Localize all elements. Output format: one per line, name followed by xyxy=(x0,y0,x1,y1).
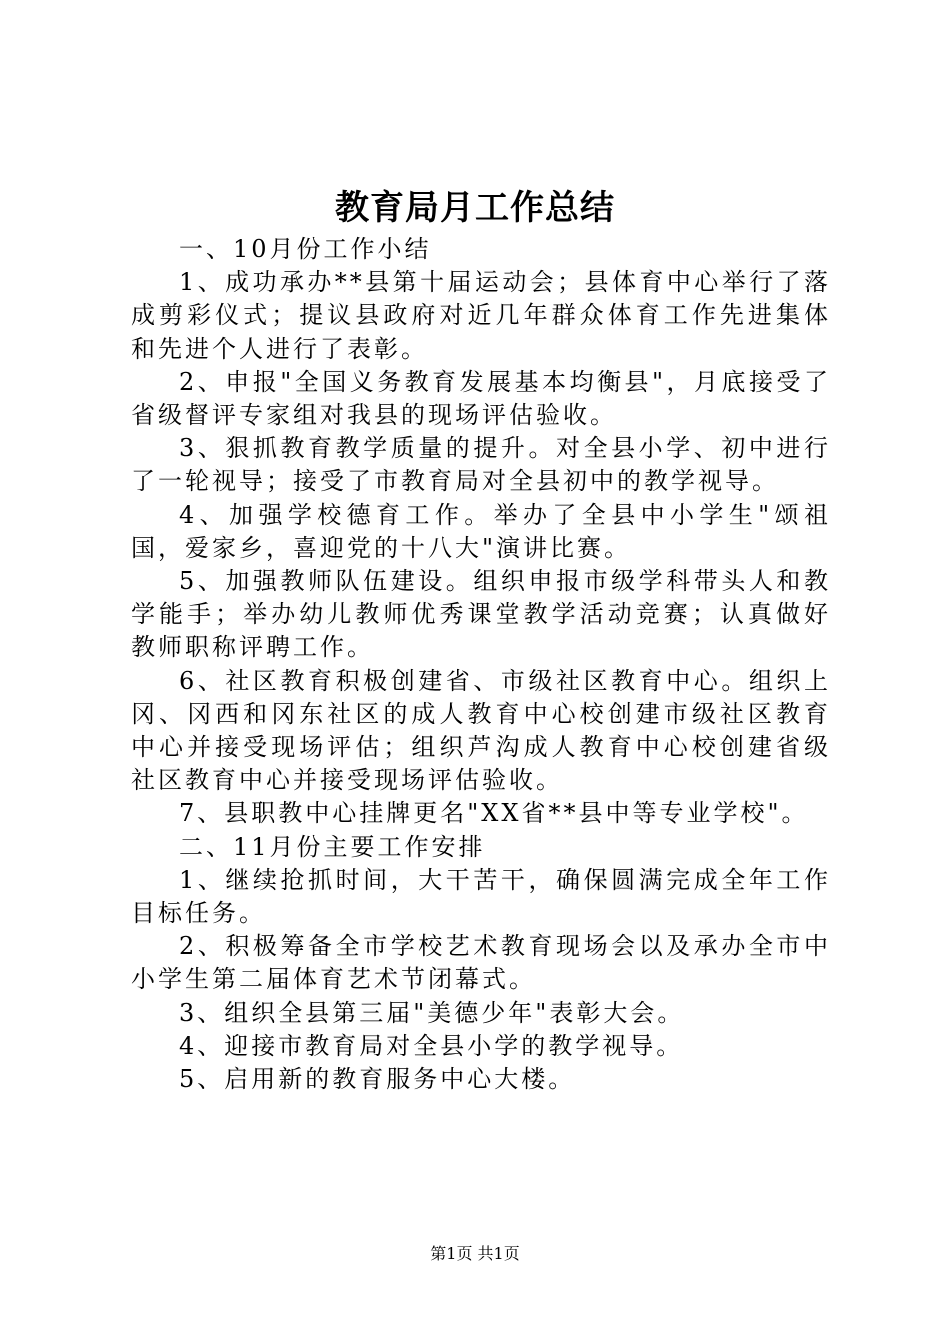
document-title: 教育局月工作总结 xyxy=(335,188,615,228)
section-heading-october: 一、10月份工作小结 xyxy=(179,235,432,263)
paragraph-item: 4、迎接市教育局对全县小学的教学视导。 xyxy=(179,1031,684,1060)
paragraph-item: 7、县职教中心挂牌更名"XX省**县中等专业学校"。 xyxy=(179,799,809,828)
paragraph-item: 3、狠抓教育教学质量的提升。对全县小学、初中进行了一轮视导；接受了市教育局对全县初中的教学视导。 xyxy=(131,434,831,496)
paragraph-item: 1、成功承办**县第十届运动会；县体育中心举行了落成剪彩仪式；提议县政府对近几年群众体育工作先进集体和先进个人进行了表彰。 xyxy=(131,268,831,363)
paragraph-item: 2、积极筹备全市学校艺术教育现场会以及承办全市中小学生第二届体育艺术节闭幕式。 xyxy=(131,932,831,994)
paragraph-item: 3、组织全县第三届"美德少年"表彰大会。 xyxy=(179,998,685,1027)
paragraph-item: 6、社区教育积极创建省、市级社区教育中心。组织上冈、冈西和冈东社区的成人教育中心校创建市级社区教育中心并接受现场评估；组织芦沟成人教育中心校创建省级社区教育中心并接受现场评估验收。 xyxy=(131,666,831,795)
paragraph-item: 5、启用新的教育服务中心大楼。 xyxy=(179,1065,576,1094)
paragraph-item: 4、加强学校德育工作。举办了全县中小学生"颂祖国，爱家乡，喜迎党的十八大"演讲比赛。 xyxy=(131,500,831,562)
page-footer: 第1页 共1页 xyxy=(430,1244,520,1263)
document-body xyxy=(131,233,831,1096)
paragraph-item: 2、申报"全国义务教育发展基本均衡县"，月底接受了省级督评专家组对我县的现场评估验收。 xyxy=(131,367,831,430)
section-heading-november: 二、11月份主要工作安排 xyxy=(179,832,486,861)
paragraph-item: 1、继续抢抓时间，大干苦干，确保圆满完成全年工作目标任务。 xyxy=(131,865,831,928)
paragraph-item: 5、加强教师队伍建设。组织申报市级学科带头人和教学能手；举办幼儿教师优秀课堂教学活动竞赛；认真做好教师职称评聘工作。 xyxy=(131,567,831,662)
